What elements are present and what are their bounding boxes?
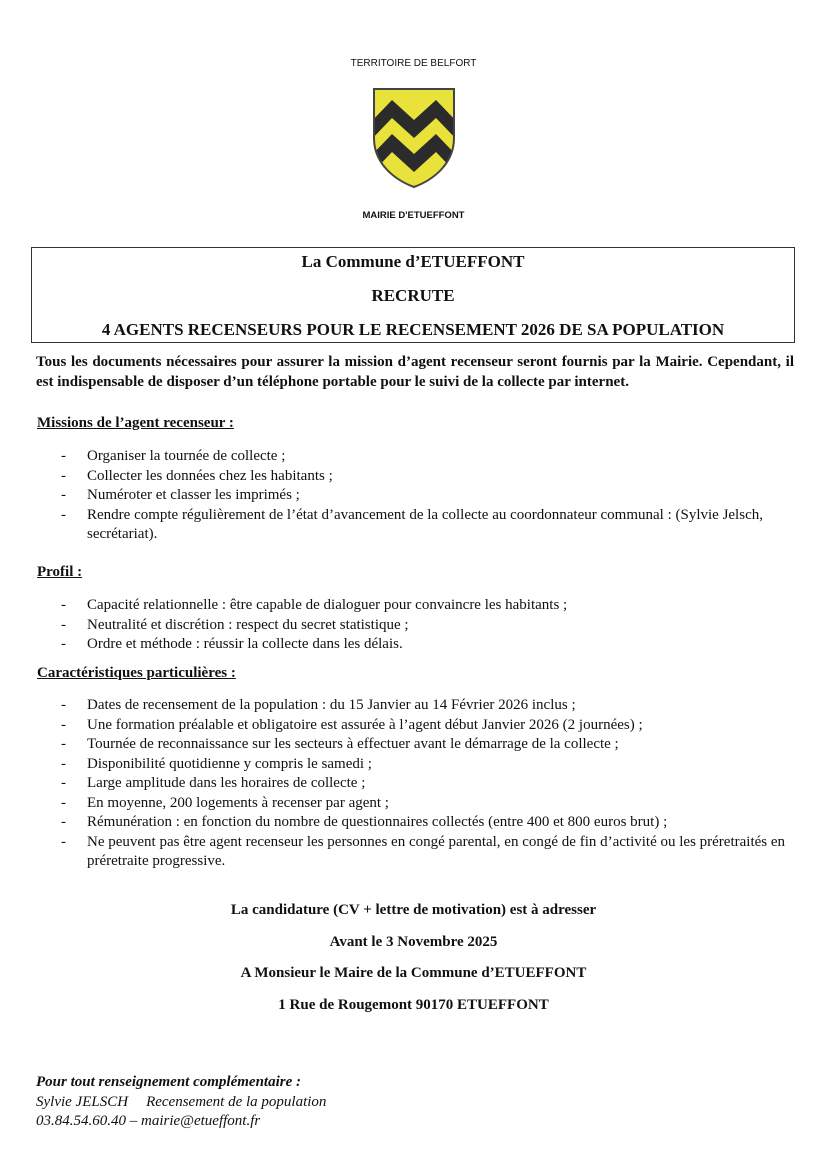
coat-of-arms-icon <box>371 86 457 190</box>
bullet-dash: - <box>61 448 66 464</box>
missions-list <box>61 447 791 545</box>
contact-name: Sylvie JELSCH <box>36 1094 129 1110</box>
list-item <box>61 735 791 755</box>
profil-list <box>61 596 791 655</box>
caracteristiques-heading: Caractéristiques particulières : <box>37 665 236 681</box>
list-item-text: Rendre compte régulièrement de l’état d’avancement de la collecte au coordonnateur communal : (Sylvie Jelsch, secrétariat). <box>87 506 763 542</box>
bullet-dash: - <box>61 814 66 830</box>
bullet-dash: - <box>61 794 66 811</box>
list-item-text: Large amplitude dans les horaires de collecte ; <box>87 775 366 791</box>
mairie-name: MAIRIE D'ETUEFFONT <box>362 210 465 221</box>
list-item <box>61 755 791 775</box>
list-item <box>61 467 791 487</box>
list-item <box>61 447 791 467</box>
address-line: 1 Rue de Rougemont 90170 ETUEFFONT <box>278 997 549 1013</box>
list-item-text: Neutralité et discrétion : respect du secret statistique ; <box>87 616 409 633</box>
list-item-text: Dates de recensement de la population : du 15 Janvier au 14 Février 2026 inclus ; <box>87 697 576 713</box>
bullet-dash: - <box>61 736 66 752</box>
bullet-dash: - <box>61 467 66 484</box>
deadline-line: Avant le 3 Novembre 2025 <box>329 934 498 950</box>
bullet-dash: - <box>61 597 66 613</box>
agents-title: 4 AGENTS RECENSEURS POUR LE RECENSEMENT 2026 DE SA POPULATION <box>101 320 725 339</box>
list-item-text: Rémunération : en fonction du nombre de questionnaires collectés (entre 400 et 800 euros brut) ; <box>87 814 668 830</box>
contact-details <box>36 1113 260 1130</box>
list-item-text: En moyenne, 200 logements à recenser par agent ; <box>87 794 389 811</box>
bullet-dash: - <box>61 697 66 713</box>
list-item <box>61 616 791 636</box>
contact-phone: 03.84.54.60.40 <box>36 1113 126 1129</box>
list-item-text: Organiser la tournée de collecte ; <box>87 448 286 464</box>
list-item-text: Une formation préalable et obligatoire est assurée à l’agent début Janvier 2026 (2 journées) ; <box>87 716 643 733</box>
list-item <box>61 794 791 814</box>
contact-role: Recensement de la population <box>146 1094 327 1110</box>
contact-person <box>36 1094 326 1111</box>
bullet-dash: - <box>61 636 66 652</box>
recrute-title: RECRUTE <box>371 286 455 305</box>
contact-separator: – <box>129 1113 138 1129</box>
bullet-dash: - <box>61 833 66 850</box>
candidature-line: La candidature (CV + lettre de motivation) est à adresser <box>230 902 597 918</box>
list-item-text: Capacité relationnelle : être capable de dialoguer pour convaincre les habitants ; <box>87 597 568 613</box>
contact-email[interactable]: mairie@etueffont.fr <box>141 1113 261 1129</box>
missions-heading: Missions de l’agent recenseur : <box>37 415 234 431</box>
list-item <box>61 696 791 716</box>
list-item <box>61 716 791 736</box>
list-item-text: Collecter les données chez les habitants ; <box>87 467 333 484</box>
list-item <box>61 833 791 872</box>
profil-heading: Profil : <box>37 564 83 580</box>
region-name: TERRITOIRE DE BELFORT <box>350 58 477 69</box>
list-item <box>61 486 791 506</box>
list-item <box>61 506 791 545</box>
list-item <box>61 635 791 655</box>
bullet-dash: - <box>61 755 66 772</box>
bullet-dash: - <box>61 487 66 503</box>
list-item-text: Numéroter et classer les imprimés ; <box>87 487 300 503</box>
recipient-line: A Monsieur le Maire de la Commune d’ETUEFFONT <box>240 965 587 981</box>
contact-heading: Pour tout renseignement complémentaire : <box>36 1074 301 1090</box>
list-item-text: Ordre et méthode : réussir la collecte dans les délais. <box>87 636 403 652</box>
caracteristiques-list <box>61 696 791 872</box>
list-item <box>61 813 791 833</box>
bullet-dash: - <box>61 506 66 523</box>
title-box <box>31 247 795 343</box>
bullet-dash: - <box>61 775 66 791</box>
list-item <box>61 596 791 616</box>
intro-paragraph: Tous les documents nécessaires pour assurer la mission d’agent recenseur seront fournis par la Mairie. Cependant, il est indispensable de disposer d’un téléphone portable pour le suivi de la collecte par internet. <box>36 354 794 390</box>
list-item-text: Tournée de reconnaissance sur les secteurs à effectuer avant le démarrage de la collecte ; <box>87 736 619 752</box>
commune-title: La Commune d’ETUEFFONT <box>301 252 525 271</box>
list-item-text: Disponibilité quotidienne y compris le samedi ; <box>87 755 372 772</box>
bullet-dash: - <box>61 716 66 733</box>
list-item <box>61 774 791 794</box>
bullet-dash: - <box>61 616 66 633</box>
list-item-text: Ne peuvent pas être agent recenseur les personnes en congé parental, en congé de fin d’activité ou les préretraités en préretraite progressive. <box>87 833 786 869</box>
